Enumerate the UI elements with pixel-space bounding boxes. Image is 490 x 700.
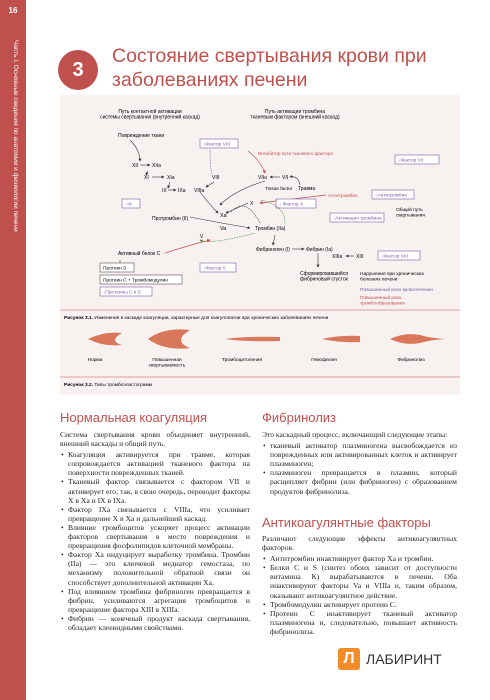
list-item: • Влияние тромбоцитов ускоряет процесс активации факторов свертывания в месте повреждения и превращения фосфолипидов клеточной мембраны. xyxy=(60,523,250,550)
trauma-label: Травма xyxy=(298,186,316,192)
heading-anticoagulant: Антикоагулянтные факторы xyxy=(262,515,431,530)
list-item: • Фактор Xa индуцирует выработку тромбина. Тромбин (IIa) — это ключевой медиатор гемостаза, по механизму положительной обратной связи он способствует дополнительной активации Xa. xyxy=(60,550,250,586)
running-head: Часть I. Основные сведения по анатомии и физиологии печени xyxy=(12,40,19,232)
left-bullets xyxy=(60,450,250,632)
figure1-caption: Рисунок 3.1. Изменения в каскаде коагуляции, характерные для коагулопатии при хронических заболеваниях печени xyxy=(64,316,329,321)
list-item: • Тромбомодулин активирует протеин С. xyxy=(262,600,457,609)
chapter-sidebar xyxy=(0,0,26,700)
logo-icon: Л xyxy=(338,648,360,670)
fibrinogen-label: Фибриноген (I) xyxy=(256,247,290,253)
figure-panel xyxy=(60,95,460,395)
heading-normal-coagulation: Нормальная коагуляция xyxy=(60,410,208,425)
factor-viiia: VIIIa xyxy=(194,188,205,194)
factor-ixa: IXa xyxy=(178,188,186,194)
factor-v: V xyxy=(200,234,204,240)
teg-hemophilia xyxy=(290,336,360,342)
protein-c-label: Протеин С + Тромбомодулин xyxy=(103,278,168,284)
chapter-number-badge: 3 xyxy=(58,50,98,90)
factor-xiia: XIIa xyxy=(152,163,161,169)
chapter-title: Состояние свертывания крови при заболеваниях печени xyxy=(112,45,427,91)
factor-xi: XI xyxy=(144,175,149,181)
logo-text: ЛАБИРИНТ xyxy=(366,651,442,667)
list-item: • Белки С и S (синтез обоих зависит от доступности витамина К) вырабатываются в печени. Оба инактивируют факторы Va и VIIIa и, таким образом, оказывают антикоагулянтное действие. xyxy=(262,563,457,599)
factor-xiiia: XIIIa xyxy=(332,254,343,260)
protein-c-active-label: Активный белок С xyxy=(118,251,161,257)
tissue-damage-label: Повреждение ткани xyxy=(118,133,165,139)
antithrombin-box-label: ↓Антитромбин xyxy=(375,193,407,199)
list-item: • Фибрин — конечный продукт каскада свертывания, обладает клеевидными свойствами. xyxy=(60,614,250,632)
coagulation-diagram xyxy=(60,95,460,395)
factor7-label: ↓Фактор VII xyxy=(398,158,424,164)
labirint-logo xyxy=(338,645,458,673)
factor9-label: ↓IX xyxy=(125,202,132,208)
right-column-2 xyxy=(262,534,457,636)
teg-thrombocytopenia xyxy=(205,337,280,342)
factor-vii: VII xyxy=(282,175,289,181)
list-item: • Тканевый фактор связывается с фактором VII и активирует его; так, в свою очередь, переводит факторы X в Xa и IX в IXa. xyxy=(60,477,250,504)
tf-path-label: Путь активации тромбина тканевым фактором (внешний каскад) xyxy=(250,109,340,121)
fibrin-label: Фибрин (Ia) xyxy=(306,247,333,253)
teg-label-hemophilia: Гемофилия xyxy=(311,358,337,363)
factor-x: X xyxy=(250,201,254,207)
page-number: 16 xyxy=(8,6,18,15)
left-column xyxy=(60,430,250,632)
factorX-label: ↓ Фактор X xyxy=(279,202,304,208)
right-intro-1: Это каскадный процесс, включающий следующие этапы: xyxy=(262,430,448,439)
factor8-label: ↓Фактор VIII xyxy=(203,142,230,148)
factor-viia: VIIa xyxy=(258,175,267,181)
list-item: • Под влиянием тромбина фибриноген превращается в фибрин, усиливаются агрегация тромбоцитов и превращение фактора XIII в XIIIa. xyxy=(60,587,250,614)
thrombin-activation-label: ↓Активация тромбина xyxy=(333,216,382,222)
legend-title: Нарушения при хронических болезнях печени xyxy=(360,272,425,283)
teg-label-hyper: Повышенная свертываемость xyxy=(148,358,186,369)
list-item: • Протеин С инактивирует тканевый активатор плазминогена и, следовательно, повышает активность фибринолиза. xyxy=(262,609,457,636)
tfpi-label: Ингибитор пути тканевого фактора xyxy=(258,151,333,156)
heading-fibrinolysis: Фибринолиз xyxy=(262,410,337,425)
list-item: • Антитромбин инактивирует фактор Xa и тромбин. xyxy=(262,554,457,563)
teg-shapes xyxy=(68,329,445,348)
teg-label-normal: Норма xyxy=(87,358,103,363)
factor-ix: IX xyxy=(162,188,167,194)
thrombin-label: Тромбин (IIa) xyxy=(255,226,286,232)
prothrombin-label: Протромбин (II) xyxy=(152,216,189,222)
factor-xa: Xa xyxy=(220,213,227,219)
proteins-cs-label: ↓Протеины С и S xyxy=(103,290,142,296)
list-item: • Коагуляция активируется при травме, которая сопровождается активацией тканевого фактора на поверхности поврежденных тканей. xyxy=(60,450,250,477)
figure2-caption: Рисунок 3.2. Типы тромбоэластограмм xyxy=(64,383,153,388)
right-column-1 xyxy=(262,430,457,496)
legend-thrombosis: Повышенный риск тромбообразования xyxy=(360,296,405,307)
factor-va: Va xyxy=(220,226,227,232)
protein-s-label: Протеин S xyxy=(103,266,127,272)
teg-hyper xyxy=(144,329,190,348)
teg-normal xyxy=(68,333,122,346)
common-path-label: Общий путь свертывания xyxy=(396,208,425,219)
list-item: • Фактор IXa связывается с VIIIa, что усиливает превращение X в Xa и дальнейший каскад. xyxy=(60,505,250,523)
legend-hemorrhage: Повышенный риск кровотечения xyxy=(360,288,433,293)
list-item: • плазминоген превращается в плазмин, который расщепляет фибрин (или фибриноген) с образованием продуктов фибринолиза. xyxy=(262,468,457,495)
factor-viii: VIII xyxy=(212,175,220,181)
left-intro: Система свертывания крови объединяет внутренний, внешний каскады и общий путь. xyxy=(60,430,250,449)
factor-xiii: XIII xyxy=(356,254,364,260)
factor-xia: XIa xyxy=(167,175,175,181)
teg-label-fibrinolysis: Фибринолиз xyxy=(397,358,425,363)
factor-xii: XII xyxy=(132,163,139,169)
clot-label: Сформировавшийся фибриновый сгусток xyxy=(300,271,348,283)
right-intro-2: Различают следующие эффекты антикоагулянтных факторов. xyxy=(262,534,457,553)
factor13-label: ↓Фактор XIII xyxy=(381,254,408,260)
antithrombin-label: Антитромбин xyxy=(328,194,358,199)
teg-label-thrombocytopenia: Тромбоцитопения xyxy=(221,358,263,363)
factor5-label: ↓Фактор V xyxy=(203,266,226,272)
list-item: • тканевый активатор плазминогена высвобождается из поврежденных или активированных клеток и активирует плазминоген; xyxy=(262,441,457,468)
contact-path-label: Путь контактной активации системы свертывания (внутренний каскад) xyxy=(100,109,200,121)
teg-fibrinolysis xyxy=(378,334,445,344)
tissue-factor-label: Tissue factor xyxy=(265,187,293,192)
